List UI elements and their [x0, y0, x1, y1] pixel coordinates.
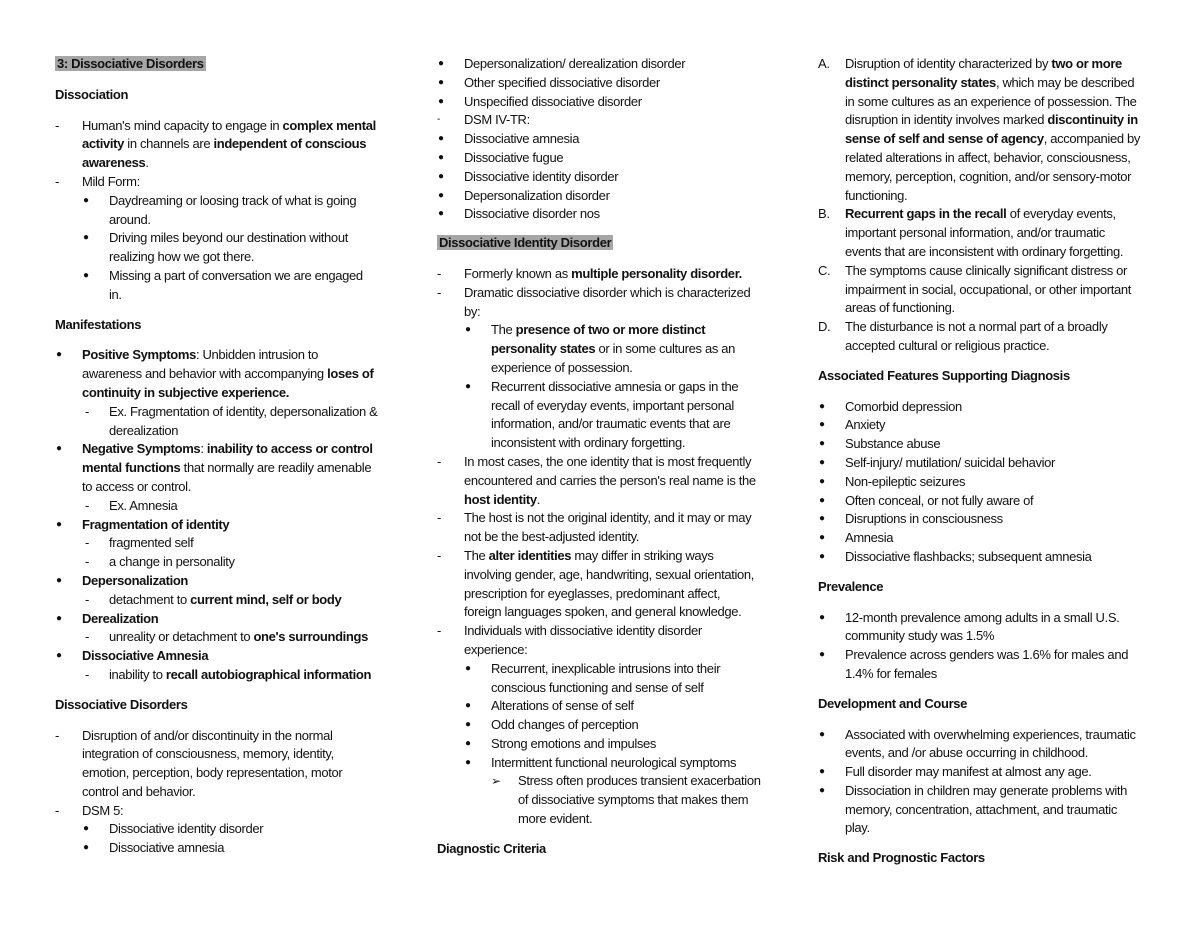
- list-item: ● Dissociative flashbacks; subsequent amnesia: [818, 548, 1153, 567]
- criterion-marker: D.: [818, 319, 831, 335]
- list-item: - In most cases, the one identity that is most frequently: [437, 453, 772, 472]
- bullet-icon: ●: [83, 823, 89, 835]
- list-item-cont: realizing how we got there.: [109, 249, 255, 265]
- bullet-icon: ●: [56, 443, 62, 455]
- list-item-cont: in.: [109, 286, 122, 302]
- bullet-icon: ●: [819, 611, 825, 623]
- list-item-cont: functioning.: [845, 187, 908, 203]
- bullet-icon: ●: [438, 170, 444, 182]
- bullet-icon: ●: [56, 650, 62, 662]
- list-item-cont: control and behavior.: [82, 783, 196, 799]
- list-item-cont: by:: [464, 303, 481, 319]
- bullet-icon: ●: [819, 550, 825, 562]
- list-item-cont: play.: [845, 820, 870, 836]
- section-title: [55, 55, 390, 74]
- list-item-cont: related alterations in affect, behavior, consciousness,: [845, 149, 1131, 165]
- dash-marker: -: [85, 629, 89, 645]
- list-item-cont: in some cultures as an experience of possession. The: [845, 93, 1137, 109]
- list-item-cont: activity in channels are independent of conscious: [82, 136, 367, 152]
- bullet-icon: ●: [438, 76, 444, 88]
- list-item-cont: areas of functioning.: [845, 300, 955, 316]
- list-item: ● Daydreaming or loosing track of what is going: [55, 192, 390, 211]
- list-item: - detachment to current mind, self or body: [55, 591, 390, 610]
- heading-manifestations: Manifestations: [55, 316, 142, 332]
- list-item: ● Dissociative Amnesia: [55, 647, 390, 666]
- criterion-marker: A.: [818, 56, 830, 71]
- list-item: ● The presence of two or more distinct: [437, 321, 772, 340]
- list-item: ● Substance abuse: [818, 435, 1153, 454]
- list-item-cont: disruption in identity involves marked discontinuity in: [845, 112, 1138, 128]
- list-item: ● Prevalence across genders was 1.6% for males and: [818, 646, 1153, 665]
- list-item-cont: memory, perception, cognition, and/or sensory-motor: [845, 168, 1132, 184]
- criterion-marker: B.: [818, 206, 830, 222]
- list-item-cont: awareness and behavior with accompanying loses of: [82, 366, 374, 382]
- bullet-icon: ●: [819, 513, 825, 525]
- list-item: ● Odd changes of perception: [437, 716, 772, 735]
- list-item: ● Dissociative amnesia: [437, 130, 772, 149]
- heading-dissociation: Dissociation: [55, 86, 129, 102]
- list-item: ● Other specified dissociative disorder: [437, 74, 772, 93]
- list-item: ● Negative Symptoms: inability to access or control: [55, 440, 390, 459]
- dash-marker: -: [437, 265, 441, 281]
- heading-prevalence: Prevalence: [818, 578, 884, 594]
- list-item: ● Intermittent functional neurological symptoms: [437, 754, 772, 773]
- list-item: - Formerly known as multiple personality disorder.: [437, 265, 772, 284]
- list-item-cont: of dissociative symptoms that makes them: [518, 792, 749, 808]
- list-item-cont: host identity.: [464, 491, 540, 507]
- list-item: ● Strong emotions and impulses: [437, 735, 772, 754]
- list-item-cont: impairment in social, occupational, or other important: [845, 281, 1132, 297]
- bullet-icon: ●: [819, 649, 825, 661]
- list-item-cont: sense of self and sense of agency, accompanied by: [845, 131, 1140, 147]
- list-item: ● Dissociative fugue: [437, 149, 772, 168]
- list-item: ● Dissociation in children may generate problems with: [818, 782, 1153, 801]
- dash-marker: -: [437, 284, 441, 300]
- list-item: - Individuals with dissociative identity disorder: [437, 622, 772, 641]
- list-item-cont: integration of consciousness, memory, identity,: [82, 746, 334, 762]
- dash-marker: -: [437, 510, 441, 526]
- bullet-icon: ●: [83, 194, 89, 206]
- list-item-cont: distinct personality states, which may be described: [845, 74, 1135, 90]
- list-item: - unreality or detachment to one's surroundings: [55, 628, 390, 647]
- list-item-cont: not be the best-adjusted identity.: [464, 529, 640, 545]
- heading-risk-factors: Risk and Prognostic Factors: [818, 850, 985, 866]
- list-item: ● Dissociative disorder nos: [437, 205, 772, 224]
- list-item: - Dramatic dissociative disorder which is characterized: [437, 284, 772, 303]
- bullet-icon: ●: [465, 662, 471, 674]
- column-1: [55, 55, 390, 858]
- dash-marker: -: [55, 727, 59, 743]
- list-item: - Disruption of and/or discontinuity in the normal: [55, 727, 390, 746]
- list-item-cont: continuity in subjective experience.: [82, 384, 290, 400]
- list-item: ● 12-month prevalence among adults in a small U.S.: [818, 609, 1153, 628]
- bullet-icon: ●: [819, 532, 825, 544]
- criterion-a: A. Disruption of identity characterized by two or more: [818, 55, 1153, 74]
- list-item: ● Associated with overwhelming experiences, traumatic: [818, 726, 1153, 745]
- bullet-icon: ●: [56, 349, 62, 361]
- associated-features-list: [818, 398, 1153, 567]
- list-item: ● Disruptions in consciousness: [818, 510, 1153, 529]
- list-item: ● Driving miles beyond our destination without: [55, 229, 390, 248]
- list-item-cont: community study was 1.5%: [845, 628, 995, 644]
- heading-did: [437, 234, 772, 253]
- bullet-icon: ●: [83, 842, 89, 854]
- criterion-b: B. Recurrent gaps in the recall of everyday events,: [818, 205, 1153, 224]
- list-item: ● Comorbid depression: [818, 398, 1153, 417]
- dash-marker: -: [85, 666, 89, 682]
- bullet-icon: ●: [819, 728, 825, 740]
- bullet-icon: ●: [438, 58, 444, 69]
- list-item: ➢ Stress often produces transient exacerbation: [437, 772, 772, 791]
- dash-marker: -: [85, 497, 89, 513]
- bullet-icon: ●: [819, 784, 825, 796]
- bullet-icon: ●: [465, 700, 471, 712]
- list-item-cont: conscious functioning and sense of self: [491, 679, 704, 695]
- list-item-cont: involving gender, age, handwriting, sexual orientation,: [464, 566, 755, 582]
- dash-marker: -: [85, 554, 89, 570]
- dash-marker: -: [437, 114, 440, 126]
- bullet-icon: ●: [438, 95, 444, 107]
- list-item: - inability to recall autobiographical information: [55, 666, 390, 685]
- list-item: ● Recurrent, inexplicable intrusions into their: [437, 660, 772, 679]
- bullet-icon: ●: [83, 232, 89, 244]
- section-title-text: 3: Dissociative Disorders: [57, 56, 204, 71]
- list-item: - a change in personality: [55, 553, 390, 572]
- list-item: ● Positive Symptoms: Unbidden intrusion to: [55, 346, 390, 365]
- list-item-cont: derealization: [109, 422, 179, 438]
- arrow-bullet-icon: ➢: [491, 774, 501, 789]
- heading-development: Development and Course: [818, 695, 968, 711]
- list-item: ● Anxiety: [818, 416, 1153, 435]
- list-item: ● Non-epileptic seizures: [818, 473, 1153, 492]
- list-item-cont: accepted cultural or religious practice.: [845, 337, 1050, 353]
- dash-marker: -: [437, 453, 441, 469]
- dash-marker: -: [85, 535, 89, 551]
- dash-marker: -: [55, 802, 59, 818]
- bullet-icon: ●: [56, 518, 62, 530]
- list-item-cont: mental functions that normally are readily amenable: [82, 460, 372, 476]
- heading-did-text: Dissociative Identity Disorder: [439, 235, 612, 251]
- heading-associated-features: Associated Features Supporting Diagnosis: [818, 367, 1070, 383]
- bullet-icon: ●: [83, 269, 89, 281]
- column-3: [818, 55, 1153, 880]
- bullet-icon: ●: [819, 456, 825, 468]
- list-item: - Human's mind capacity to engage in complex mental: [55, 117, 390, 136]
- list-item: ● Often conceal, or not fully aware of: [818, 492, 1153, 511]
- list-item-cont: important personal information, and/or traumatic: [845, 225, 1105, 241]
- criterion-c: C. The symptoms cause clinically significant distress or: [818, 262, 1153, 281]
- list-item: ● Full disorder may manifest at almost any age.: [818, 763, 1153, 782]
- list-item-cont: information, and/or traumatic events that are: [491, 416, 731, 432]
- list-item: ● Fragmentation of identity: [55, 516, 390, 535]
- list-item-cont: prescription for eyeglasses, predominant affect,: [464, 585, 721, 601]
- dash-marker: -: [437, 547, 441, 563]
- bullet-icon: ●: [465, 737, 471, 749]
- list-item-cont: events, and /or abuse occurring in childhood.: [845, 745, 1088, 761]
- bullet-icon: ●: [465, 324, 471, 336]
- list-item-cont: foreign languages spoken, and general knowledge.: [464, 604, 742, 620]
- list-item: ● Derealization: [55, 610, 390, 629]
- list-item-cont: encountered and carries the person's real name is the: [464, 472, 756, 488]
- list-item: - The alter identities may differ in striking ways: [437, 547, 772, 566]
- heading-diagnostic-criteria: Diagnostic Criteria: [437, 840, 546, 856]
- column-2: [437, 55, 772, 871]
- dash-marker: -: [85, 403, 89, 419]
- list-item: ● Unspecified dissociative disorder: [437, 93, 772, 112]
- list-item: - Ex. Fragmentation of identity, depersonalization &: [55, 403, 390, 422]
- list-item: - Ex. Amnesia: [55, 497, 390, 516]
- list-item-cont: experience of possession.: [491, 359, 633, 375]
- list-item: ● Alterations of sense of self: [437, 697, 772, 716]
- dash-marker: -: [55, 117, 59, 133]
- list-item: ● Amnesia: [818, 529, 1153, 548]
- bullet-icon: ●: [819, 494, 825, 506]
- list-item-cont: inconsistent with ordinary forgetting.: [491, 435, 686, 451]
- list-item: ● Dissociative identity disorder: [437, 168, 772, 187]
- bullet-icon: ●: [819, 438, 825, 450]
- list-item: ● Missing a part of conversation we are engaged: [55, 267, 390, 286]
- list-item-cont: more evident.: [518, 811, 593, 827]
- criterion-marker: C.: [818, 262, 831, 278]
- list-item: - DSM 5:: [55, 802, 390, 821]
- bullet-icon: ●: [465, 756, 471, 768]
- bullet-icon: ●: [56, 612, 62, 624]
- list-item: - The host is not the original identity, and it may or may: [437, 509, 772, 528]
- list-item: - fragmented self: [55, 534, 390, 553]
- heading-dissociative-disorders: Dissociative Disorders: [55, 696, 188, 712]
- list-item-cont: awareness.: [82, 155, 149, 171]
- list-item-cont: 1.4% for females: [845, 665, 937, 681]
- dash-marker: -: [85, 591, 89, 607]
- dash-marker: -: [55, 173, 59, 189]
- bullet-icon: ●: [438, 189, 444, 201]
- bullet-icon: ●: [465, 719, 471, 731]
- list-item-cont: emotion, perception, body representation, motor: [82, 765, 343, 781]
- list-item-cont: memory, concentration, attachment, and traumatic: [845, 801, 1117, 817]
- list-item-cont: recall of everyday events, important personal: [491, 397, 734, 413]
- bullet-icon: ●: [819, 766, 825, 778]
- list-item-cont: to access or control.: [82, 478, 191, 494]
- bullet-icon: ●: [465, 380, 471, 392]
- list-item: ● Recurrent dissociative amnesia or gaps in the: [437, 378, 772, 397]
- list-item: ● Dissociative identity disorder: [55, 820, 390, 839]
- list-item: ● Self-injury/ mutilation/ suicidal behavior: [818, 454, 1153, 473]
- list-item-cont: around.: [109, 211, 151, 227]
- bullet-icon: ●: [438, 151, 444, 163]
- criterion-d: D. The disturbance is not a normal part of a broadly: [818, 318, 1153, 337]
- list-item: ● Depersonalization disorder: [437, 187, 772, 206]
- bullet-icon: ●: [819, 419, 825, 431]
- list-item: - DSM IV-TR:: [437, 111, 772, 130]
- list-item: - Mild Form:: [55, 173, 390, 192]
- list-item-cont: events that are inconsistent with ordinary forgetting.: [845, 243, 1124, 259]
- dash-marker: -: [437, 623, 441, 639]
- list-item-cont: experience:: [464, 641, 528, 657]
- bullet-icon: ●: [819, 475, 825, 487]
- list-item: ● Dissociative amnesia: [55, 839, 390, 858]
- list-item-cont: personality states or in some cultures as an: [491, 341, 735, 357]
- bullet-icon: ●: [438, 133, 444, 145]
- list-item: ● Depersonalization: [55, 572, 390, 591]
- list-item: ● Depersonalization/ derealization disorder: [437, 55, 772, 74]
- bullet-icon: ●: [438, 208, 444, 220]
- bullet-icon: ●: [56, 574, 62, 586]
- bullet-icon: ●: [819, 400, 825, 412]
